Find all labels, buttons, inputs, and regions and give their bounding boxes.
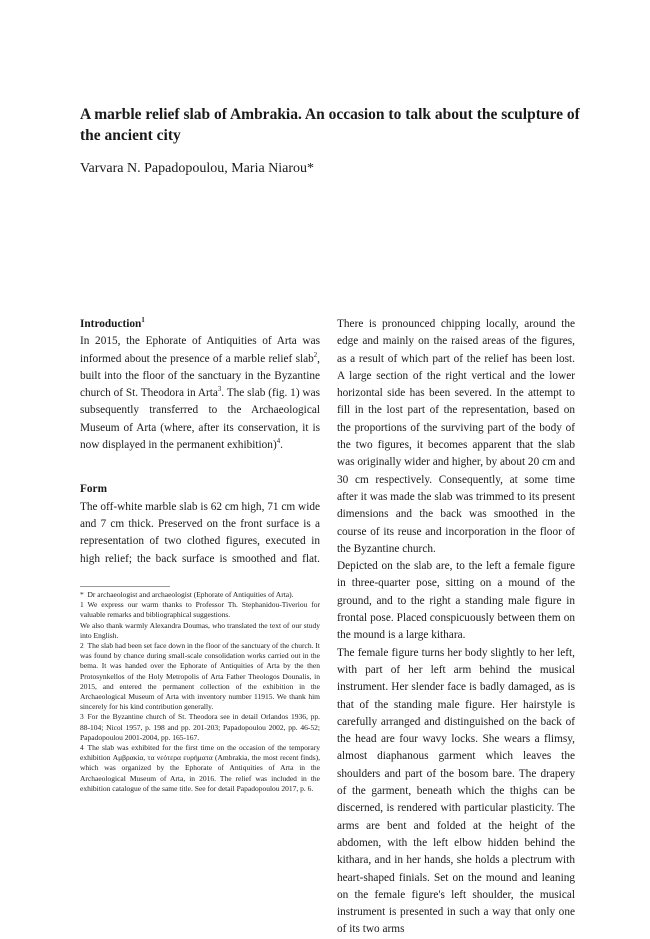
footnote-ref: 3 <box>217 386 222 394</box>
footnotes <box>80 586 320 794</box>
footnote-text: We also thank warmly Alexandra Doumas, who translated the text of our study into English. <box>80 620 320 640</box>
continued-text: There is pronounced chipping locally, around the edge and mainly on the raised areas of the figures, as a result of which part of the relief has been lost. A large section of the right vertical and the lower horizontal side has been severed. In the attempt to fill in the lost part of the representation, based on the proportions of the surviving part of the body of the two figures, it becomes apparent that the slab was originally wider and higher, by about 20 cm and 30 cm respectively. Consequently, at some time after it was made the slab was trimmed to its present dimensions and the back was smoothed in the course of its reuse and incorporation in the floor of the Byzantine church. <box>337 318 575 555</box>
footnote-ref: 1 <box>141 317 145 325</box>
footnote <box>80 641 320 712</box>
footnote-mark: 4 <box>80 743 88 753</box>
paper-title: A marble relief slab of Ambrakia. An occasion to talk about the sculpture of the ancient city <box>80 106 580 144</box>
introduction-paragraph: In 2015, the Ephorate of Antiquities of Arta was informed about the presence of a marble relief slab$^2$, built into the floor of the sanctuary in the Byzantine church of St. Theodora in Arta$^3$. The slab (fig. 1) was subsequently transferred to the Archaeological Museum of Arta (where, after its conservation, it is now displayed in the permanent exhibition)$^4$. <box>80 335 320 452</box>
footnote <box>80 590 320 600</box>
form-paragraph: The off-white marble slab is 62 cm high, 71 cm wide and 7 cm thick. Preserved on the front surface is a representation of two clothed figures, executed in high relief; the back surface is smoothed and flat. <box>80 500 320 565</box>
female-figure-paragraph: The female figure turns her body slightly to her left, with part of her left arm behind the musical instrument. Her slender face is badly damaged, as is that of the standing male figure. Her hairstyle is carefully arranged and distinguished on the back of the head are four wavy locks. She wears a flimsy, almost diaphanous garment which leaves the shoulders and part of the bosom bare. The drapery of the garment, beneath which the thighs can be discerned, is rendered with particular plasticity. The arms are bent and folded at the height of the abdomen, with the left elbow hidden behind the kithara, and in her hands, she holds a plectrum with heart-shaped finials. Set on the mound and leaning on the female figure's left shoulder, the musical instrument is presented in such a way that only one of its two arms <box>337 646 575 936</box>
footnote-ref: 2 <box>313 351 318 359</box>
footnote-mark: 2 <box>80 641 88 651</box>
footnote-text: The slab had been set face down in the floor of the sanctuary of the church. It was found by chance during small-scale consolidation works carried out in the bema. It was handed over the Ephorate of Antiquities of Arta by the then Protosynkellos of the Holy Metropolis of Arta Father Theologos Dounalis, in 2015, and entered the permanent collection of the exhibition in the Archaeological Museum of Arta with inventory number 11915. We thank him sincerely for his kind contribution generally. <box>80 641 320 712</box>
footnote <box>80 600 320 620</box>
author-line: Varvara N. Papadopoulou, Maria Niarou* <box>80 161 315 176</box>
section-heading-form: Form <box>80 483 107 496</box>
footnote <box>80 621 320 641</box>
footnote <box>80 743 320 794</box>
right-column <box>337 316 575 939</box>
left-column <box>80 316 320 568</box>
footnote-text: The slab was exhibited for the first time on the occasion of the temporary exhibition Αμβρακία, τα νεότερα ευρήματα (Ambrakia, the most recent finds), which was organized by the Ephorate of Antiquities of Arta in the Archaeological Museum of Arta, in 2016. The relief was included in the exhibition catalogue of the same title. See for detail Papadopoulou 2017, p. 6. <box>80 743 320 793</box>
footnote-text: Dr archaeologist and archaeologist (Ephorate of Antiquities of Arta). <box>87 590 294 599</box>
section-heading-introduction: Introduction$^1$ <box>80 317 145 330</box>
depiction-paragraph: Depicted on the slab are, to the left a female figure in three-quarter pose, sitting on a mound of the ground, and to the right a standing male figure in frontal pose. Placed conspicuously between them on the mound is a large kithara. <box>337 560 575 642</box>
footnote-text: We express our warm thanks to Professor Th. Stephanidou-Tiveriou for valuable remarks and bibliographical suggestions. <box>80 600 320 620</box>
form-paragraph-continued <box>337 316 575 558</box>
footnote <box>80 712 320 743</box>
footnote-mark: 1 <box>80 600 88 610</box>
footnote-mark: 3 <box>80 712 88 722</box>
footnote-text: For the Byzantine church of St. Theodora see in detail Orlandos 1936, pp. 88-104; Nicol 1957, p. 198 and pp. 201-203; Papadopoulou 2002, pp. 46-52; Papadopoulou 2001-2004, pp. 165-167. <box>80 712 320 742</box>
footnote-ref: 4 <box>276 438 281 446</box>
footnote-mark: * <box>80 590 88 599</box>
